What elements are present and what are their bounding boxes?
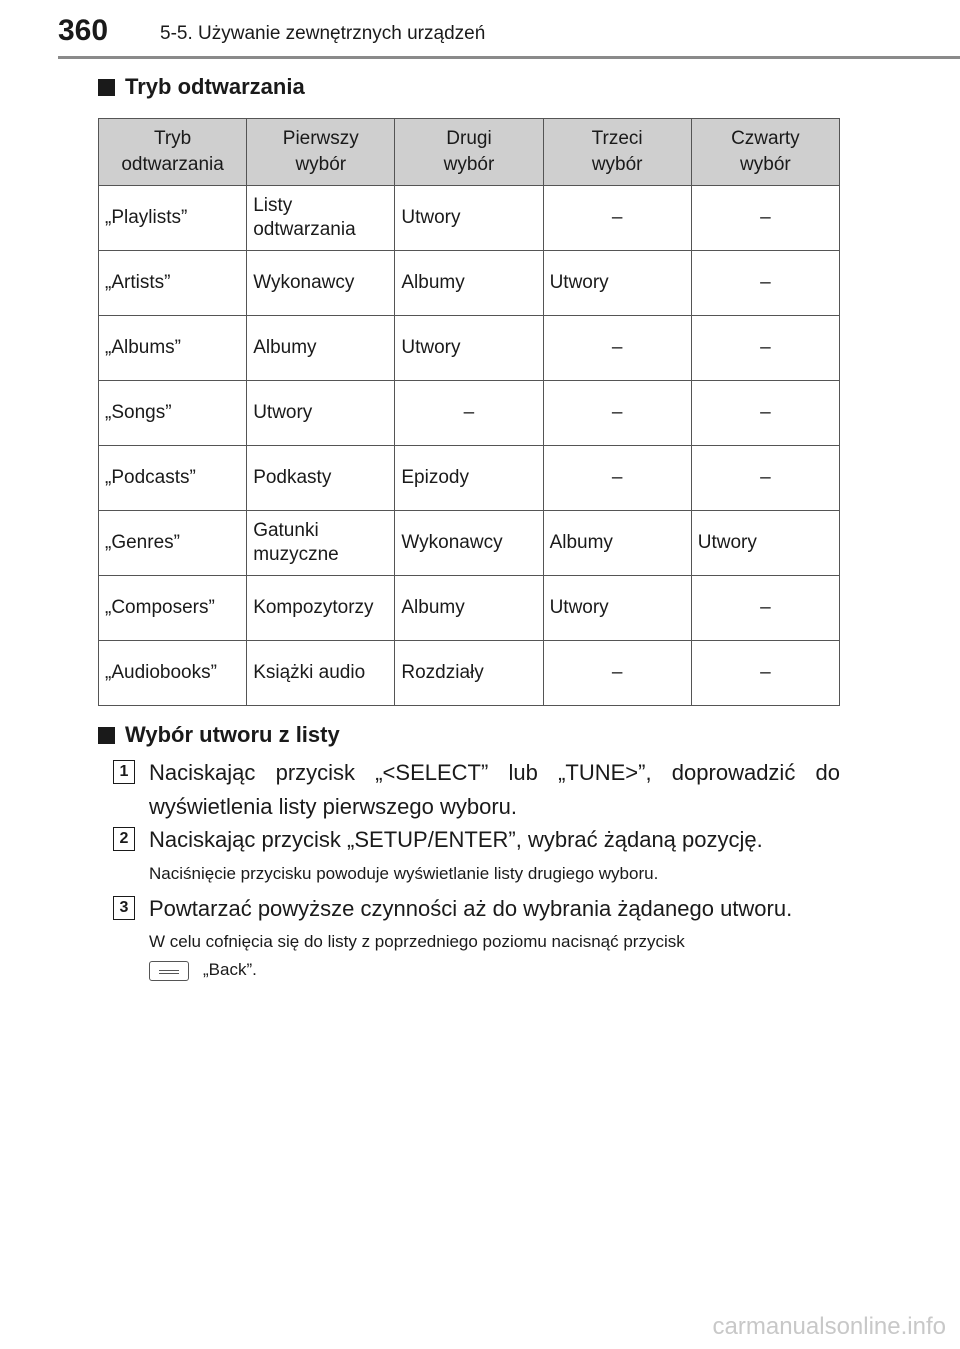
column-header bbox=[395, 119, 543, 186]
square-bullet-icon bbox=[98, 79, 115, 96]
table-cell-line: Gatunki bbox=[253, 520, 319, 541]
table-cell-line: Albumy bbox=[401, 597, 465, 618]
page-number: 360 bbox=[58, 14, 109, 47]
table-cell bbox=[99, 186, 247, 251]
table-cell-line: Podkasty bbox=[253, 467, 332, 488]
table-cell-line: Książki audio bbox=[253, 662, 366, 683]
table-cell-line: „Audiobooks” bbox=[105, 662, 217, 683]
table-cell bbox=[247, 186, 395, 251]
table-cell bbox=[99, 576, 247, 641]
table-row bbox=[99, 511, 840, 576]
watermark: carmanualsonline.info bbox=[712, 1313, 946, 1340]
table-cell-line: Listy bbox=[253, 195, 293, 216]
table-cell-line: „Artists” bbox=[105, 272, 171, 293]
table-cell-line: Utwory bbox=[401, 337, 461, 358]
table-cell-line: – bbox=[760, 402, 771, 423]
table-cell bbox=[543, 576, 691, 641]
column-header-line: wybór bbox=[443, 154, 495, 175]
table-cell bbox=[543, 316, 691, 381]
table-cell-line: „Podcasts” bbox=[105, 467, 196, 488]
table-cell bbox=[99, 641, 247, 706]
table-cell bbox=[395, 186, 543, 251]
table-cell-line: odtwarzania bbox=[253, 219, 356, 240]
table-cell-line: „Albums” bbox=[105, 337, 182, 358]
column-header bbox=[247, 119, 395, 186]
table-cell-line: Utwory bbox=[253, 402, 313, 423]
column-header bbox=[691, 119, 839, 186]
column-header-line: Trzeci bbox=[591, 128, 643, 149]
step-3 bbox=[113, 892, 840, 926]
table-cell bbox=[543, 381, 691, 446]
table-cell-line: „Composers” bbox=[105, 597, 215, 618]
table-header-row bbox=[99, 119, 840, 186]
table-cell-line: Utwory bbox=[549, 272, 609, 293]
table-cell bbox=[395, 641, 543, 706]
table-cell bbox=[543, 511, 691, 576]
step-text: Naciskając przycisk „<SELECT” lub „TUNE>”, doprowadzić do wyświetlenia listy pierwszego wyboru. bbox=[149, 760, 840, 819]
playback-mode-table bbox=[98, 118, 840, 706]
table-cell-line: – bbox=[760, 272, 771, 293]
table-cell bbox=[691, 251, 839, 316]
square-bullet-icon bbox=[98, 727, 115, 744]
table-cell-line: – bbox=[760, 662, 771, 683]
table-cell bbox=[247, 381, 395, 446]
table-cell bbox=[543, 446, 691, 511]
table-cell-line: „Songs” bbox=[105, 402, 172, 423]
column-header bbox=[543, 119, 691, 186]
table-row bbox=[99, 641, 840, 706]
section-heading-select-track bbox=[98, 722, 340, 748]
table-cell bbox=[543, 641, 691, 706]
table-cell bbox=[395, 381, 543, 446]
table-cell bbox=[99, 446, 247, 511]
table-row bbox=[99, 576, 840, 641]
table-cell-line: – bbox=[760, 467, 771, 488]
table-cell bbox=[99, 511, 247, 576]
table-cell bbox=[247, 446, 395, 511]
section-title: Wybór utworu z listy bbox=[125, 722, 340, 747]
table-cell-line: – bbox=[611, 337, 623, 358]
table-body bbox=[99, 186, 840, 706]
table-cell bbox=[247, 576, 395, 641]
column-header-line: odtwarzania bbox=[121, 154, 224, 175]
step-2 bbox=[113, 823, 840, 857]
section-title: Tryb odtwarzania bbox=[125, 74, 305, 99]
step-text: Naciskając przycisk „SETUP/ENTER”, wybrać żądaną pozycję. bbox=[149, 827, 763, 852]
table-cell-line: Rozdziały bbox=[401, 662, 484, 683]
table-cell bbox=[691, 576, 839, 641]
table-cell-line: Kompozytorzy bbox=[253, 597, 374, 618]
table-cell-line: Albumy bbox=[401, 272, 465, 293]
table-cell bbox=[691, 446, 839, 511]
table-cell-line: – bbox=[611, 467, 623, 488]
table-cell bbox=[691, 381, 839, 446]
table-cell bbox=[691, 641, 839, 706]
table-cell-line: Utwory bbox=[549, 597, 609, 618]
table-cell bbox=[247, 316, 395, 381]
table-cell bbox=[395, 446, 543, 511]
column-header-line: Pierwszy bbox=[282, 128, 359, 149]
table-row bbox=[99, 186, 840, 251]
table-cell bbox=[395, 511, 543, 576]
table-cell-line: Wykonawcy bbox=[401, 532, 503, 553]
step-1 bbox=[113, 756, 840, 824]
step-number-badge: 3 bbox=[113, 896, 135, 920]
table-cell-line: – bbox=[760, 337, 771, 358]
table-cell bbox=[395, 316, 543, 381]
table-cell bbox=[99, 251, 247, 316]
table-cell-line: Albumy bbox=[253, 337, 317, 358]
note-text: W celu cofnięcia się do listy z poprzedniego poziomu nacisnąć przycisk bbox=[149, 932, 685, 951]
table-cell-line: – bbox=[463, 402, 475, 423]
table-cell bbox=[99, 381, 247, 446]
column-header-line: Drugi bbox=[446, 128, 492, 149]
table-cell-line: muzyczne bbox=[253, 544, 339, 565]
table-cell bbox=[247, 511, 395, 576]
page-header bbox=[0, 0, 960, 60]
table-cell-line: – bbox=[760, 207, 771, 228]
table-cell-line: „Genres” bbox=[105, 532, 180, 553]
column-header-line: Tryb bbox=[153, 128, 192, 149]
table-cell-line: Epizody bbox=[401, 467, 469, 488]
table-cell-line: Utwory bbox=[401, 207, 461, 228]
table-cell-line: Utwory bbox=[697, 532, 757, 553]
note-tail: „Back”. bbox=[203, 960, 257, 979]
table-cell-line: – bbox=[611, 662, 623, 683]
table-cell bbox=[691, 316, 839, 381]
step-text: Powtarzać powyższe czynności aż do wybrania żądanego utworu. bbox=[149, 896, 793, 921]
table-cell-line: Wykonawcy bbox=[253, 272, 355, 293]
column-header bbox=[99, 119, 247, 186]
table-cell bbox=[395, 251, 543, 316]
table-cell bbox=[247, 251, 395, 316]
table-row bbox=[99, 446, 840, 511]
header-rule bbox=[58, 56, 960, 59]
back-button-icon bbox=[149, 961, 189, 981]
step-3-note bbox=[149, 928, 840, 984]
table-cell-line: – bbox=[611, 402, 623, 423]
step-number-badge: 1 bbox=[113, 760, 135, 784]
table-cell bbox=[543, 186, 691, 251]
column-header-line: wybór bbox=[591, 154, 643, 175]
table-cell bbox=[395, 576, 543, 641]
column-header-line: wybór bbox=[295, 154, 347, 175]
section-heading-playback-mode bbox=[98, 74, 305, 100]
table-cell bbox=[99, 316, 247, 381]
chapter-title: 5-5. Używanie zewnętrznych urządzeń bbox=[160, 23, 486, 44]
table-row bbox=[99, 316, 840, 381]
table-cell bbox=[543, 251, 691, 316]
step-2-note: Naciśnięcie przycisku powoduje wyświetlanie listy drugiego wyboru. bbox=[149, 864, 659, 883]
column-header-line: wybór bbox=[740, 154, 791, 175]
table-cell bbox=[247, 641, 395, 706]
table-row bbox=[99, 381, 840, 446]
table-cell-line: – bbox=[611, 207, 623, 228]
table-cell bbox=[691, 511, 839, 576]
column-header-line: Czwarty bbox=[731, 128, 800, 149]
table-cell-line: – bbox=[760, 597, 771, 618]
table-row bbox=[99, 251, 840, 316]
table-cell-line: Albumy bbox=[549, 532, 613, 553]
table-cell-line: „Playlists” bbox=[105, 207, 188, 228]
step-number-badge: 2 bbox=[113, 827, 135, 851]
table-cell bbox=[691, 186, 839, 251]
